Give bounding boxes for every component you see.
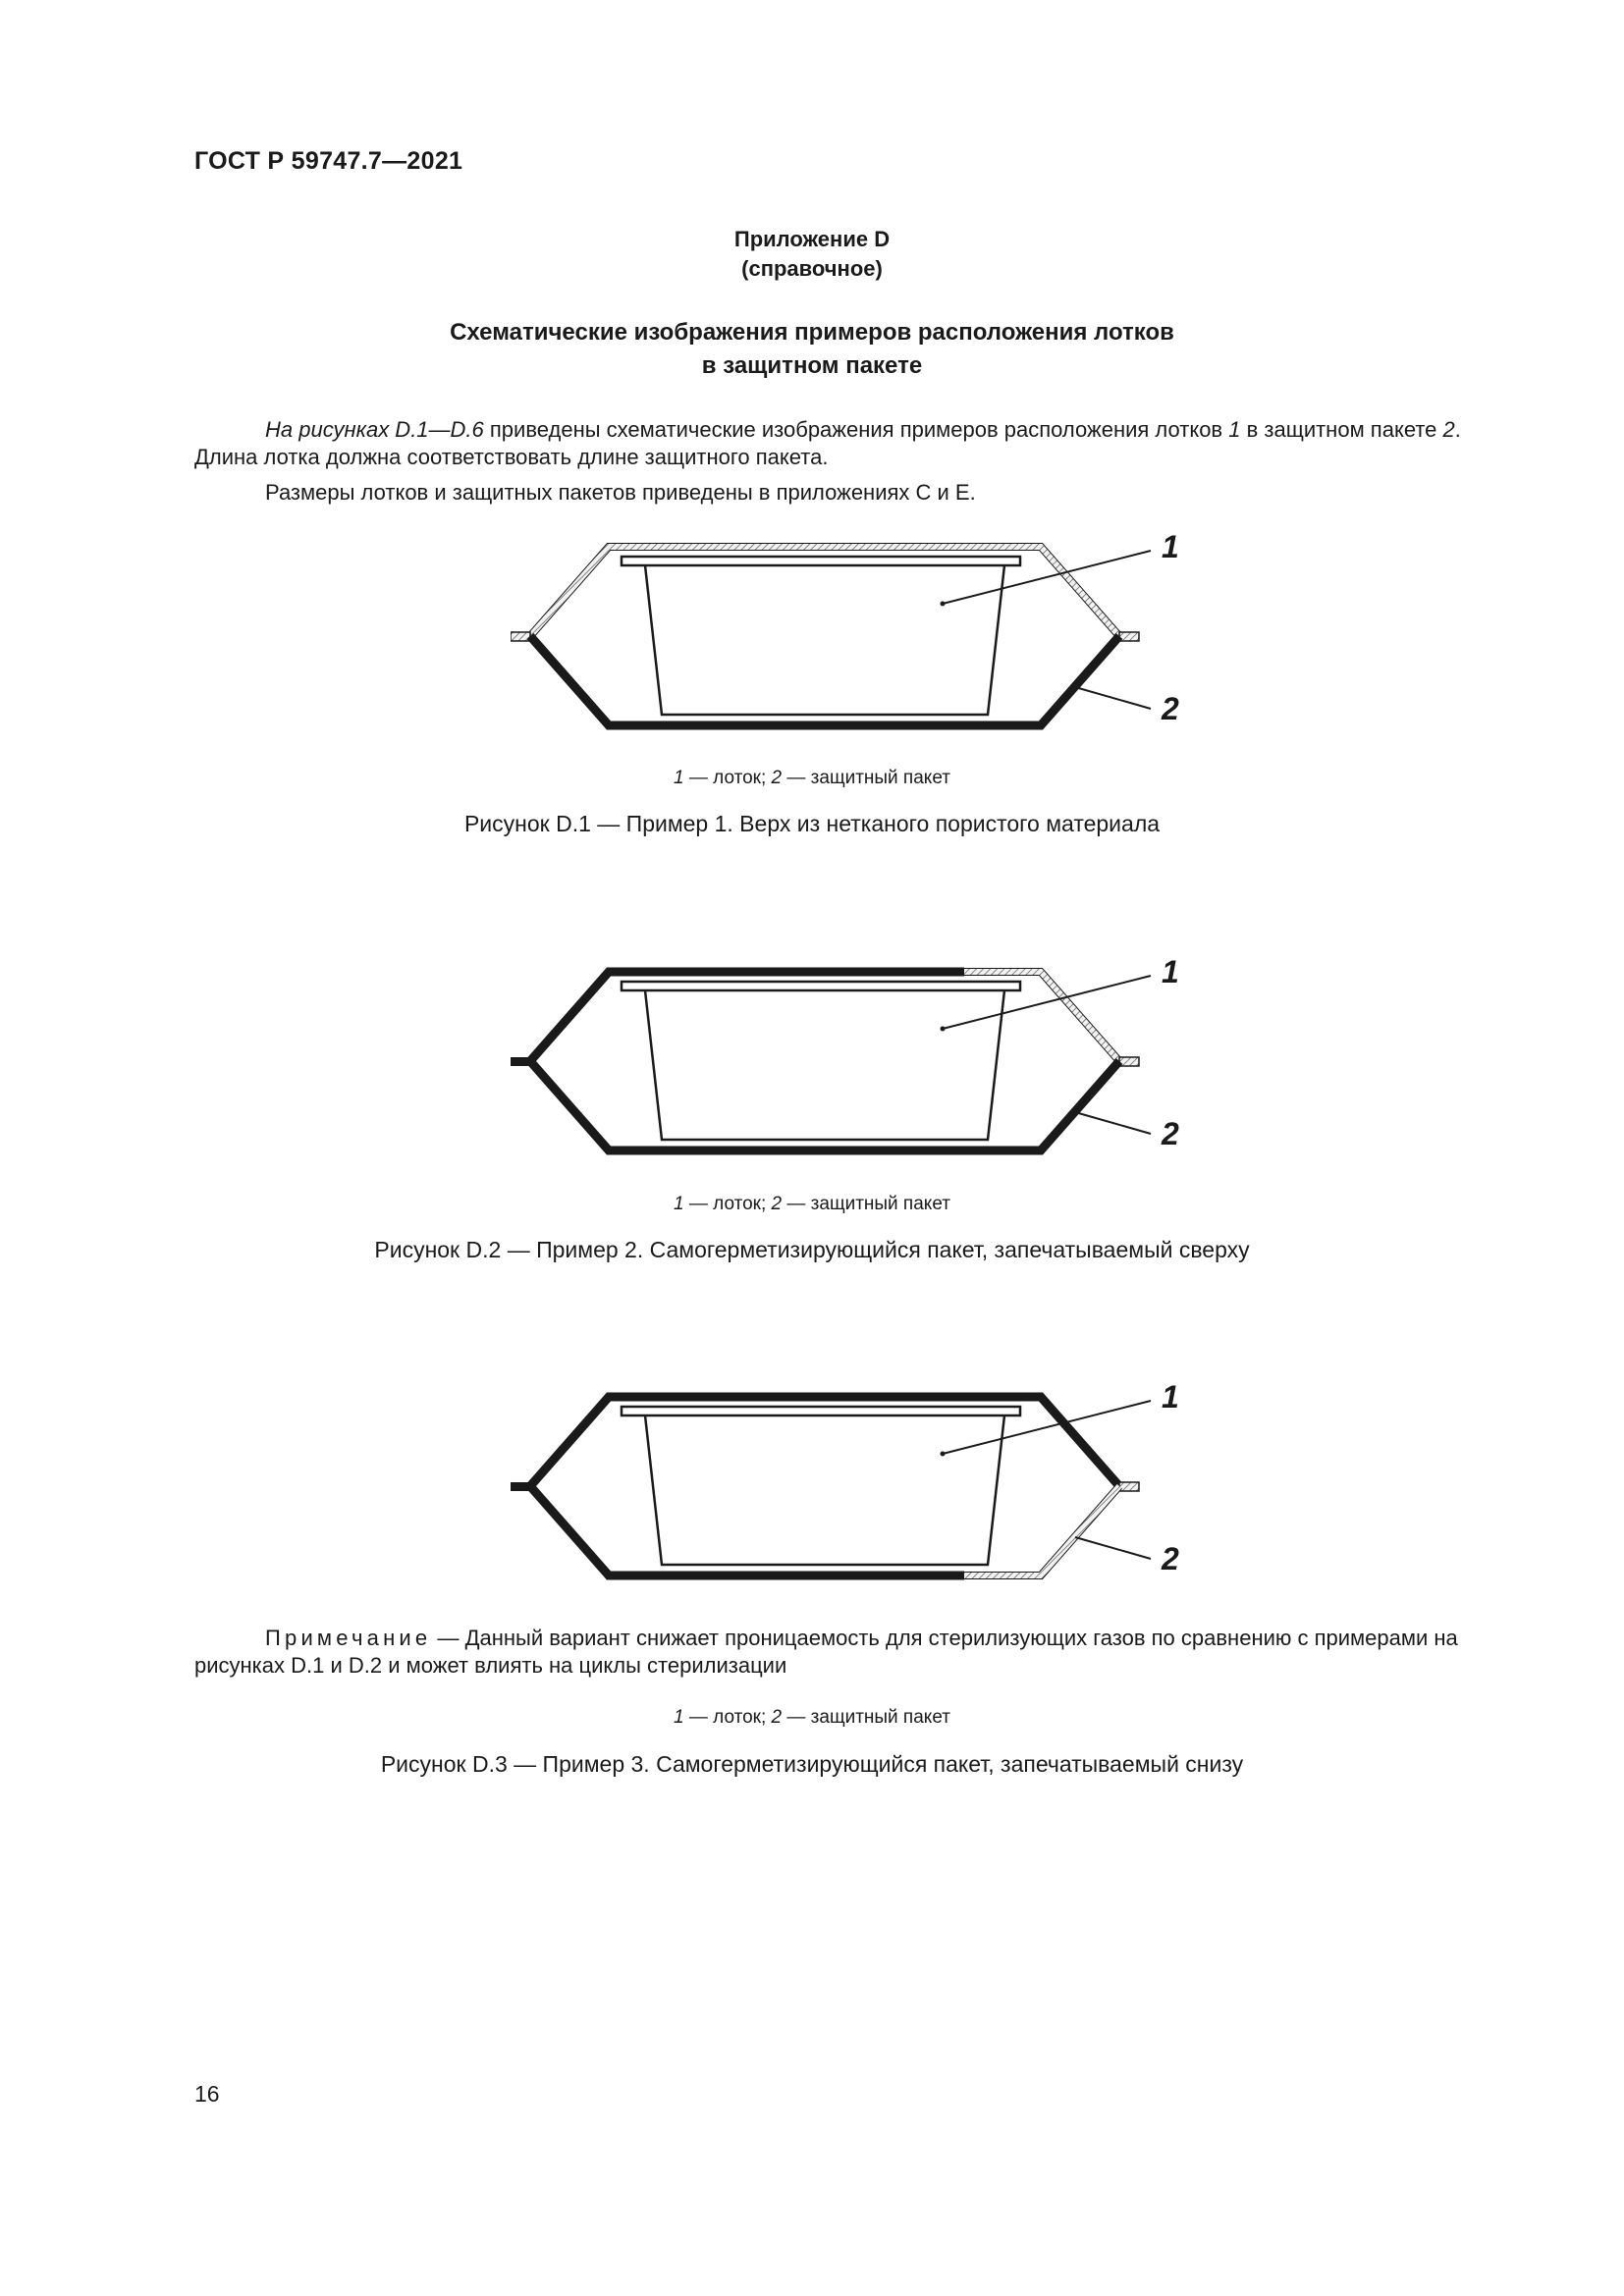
tray-body <box>645 565 1004 715</box>
tray-rim <box>622 982 1020 990</box>
figure-d2-caption: Рисунок D.2 — Пример 2. Самогерметизирующийся пакет, запечатываемый сверху <box>374 1237 1250 1262</box>
label-bag: 2 <box>1162 1116 1179 1151</box>
intro-text-c: . Длина лотка должна соответствовать длине защитного пакета. <box>194 417 1461 469</box>
section-heading <box>0 316 1624 383</box>
figure-d3-legend <box>0 1707 1624 1729</box>
note-label: Примечание <box>265 1626 432 1650</box>
legend-text-1: — лоток; <box>683 768 772 788</box>
legend-text-1: — лоток; <box>683 1194 772 1214</box>
figure-d1-caption: Рисунок D.1 — Пример 1. Верх из нетканого пористого материала <box>463 811 1161 836</box>
figure-d2-diagram <box>511 955 1198 1171</box>
legend-num-2: 2 <box>771 768 783 788</box>
label-tray: 1 <box>1162 954 1179 989</box>
tray-rim <box>622 557 1020 565</box>
label-bag: 2 <box>1162 691 1179 726</box>
page-number: 16 <box>194 2081 220 2107</box>
intro-paragraph-1 <box>194 416 1516 471</box>
legend-num-1: 1 <box>674 1707 684 1728</box>
bag-bottom-layer <box>530 1061 1119 1150</box>
legend-num-1: 1 <box>674 1194 684 1214</box>
bag-bottom-layer <box>530 636 1119 725</box>
intro-text-a: приведены схематические изображения примеров расположения лотков <box>483 417 1229 442</box>
figure-d1-legend <box>0 768 1624 789</box>
label-tray: 1 <box>1162 1379 1179 1415</box>
annex-status: (справочное) <box>741 256 883 281</box>
legend-text-2: — защитный пакет <box>782 1194 950 1214</box>
heading-line-2: в защитном пакете <box>701 352 923 379</box>
tray-rim <box>622 1407 1020 1415</box>
legend-text-1: — лоток; <box>683 1707 772 1728</box>
standard-designation: ГОСТ Р 59747.7—2021 <box>194 147 463 175</box>
bag-bottom-layer <box>530 1486 964 1575</box>
tray-body <box>645 1415 1004 1565</box>
intro-text-b: в защитном пакете <box>1240 417 1443 442</box>
figure-d3-caption: Рисунок D.3 — Пример 3. Самогерметизирующийся пакет, запечатываемый снизу <box>380 1751 1244 1777</box>
heading-line-1: Схематические изображения примеров расположения лотков <box>450 319 1174 346</box>
annex-heading <box>0 225 1624 284</box>
legend-num-2: 2 <box>771 1194 783 1214</box>
legend-text-2: — защитный пакет <box>782 768 950 788</box>
intro-paragraph-2: Размеры лотков и защитных пакетов приведены в приложениях С и Е. <box>265 480 976 505</box>
figure-range-ref: На рисунках D.1—D.6 <box>265 417 484 442</box>
label-tray: 1 <box>1162 529 1179 564</box>
note-text: — Данный вариант снижает проницаемость для стерилизующих газов по сравнению с примерами на рисунках D.1 и D.2 и может влиять на циклы стерилизации <box>194 1626 1458 1678</box>
legend-num-1: 1 <box>674 768 684 788</box>
label-bag: 2 <box>1162 1541 1179 1576</box>
tray-ref: 1 <box>1228 417 1241 442</box>
figure-d3-diagram <box>511 1380 1198 1596</box>
legend-num-2: 2 <box>771 1707 783 1728</box>
legend-text-2: — защитный пакет <box>782 1707 950 1728</box>
tray-body <box>645 990 1004 1140</box>
annex-title: Приложение D <box>733 227 891 251</box>
figure-d2-legend <box>0 1194 1624 1215</box>
bag-ref: 2 <box>1442 417 1455 442</box>
figure-d1-diagram <box>511 530 1198 746</box>
figure-d3-note <box>194 1625 1516 1680</box>
